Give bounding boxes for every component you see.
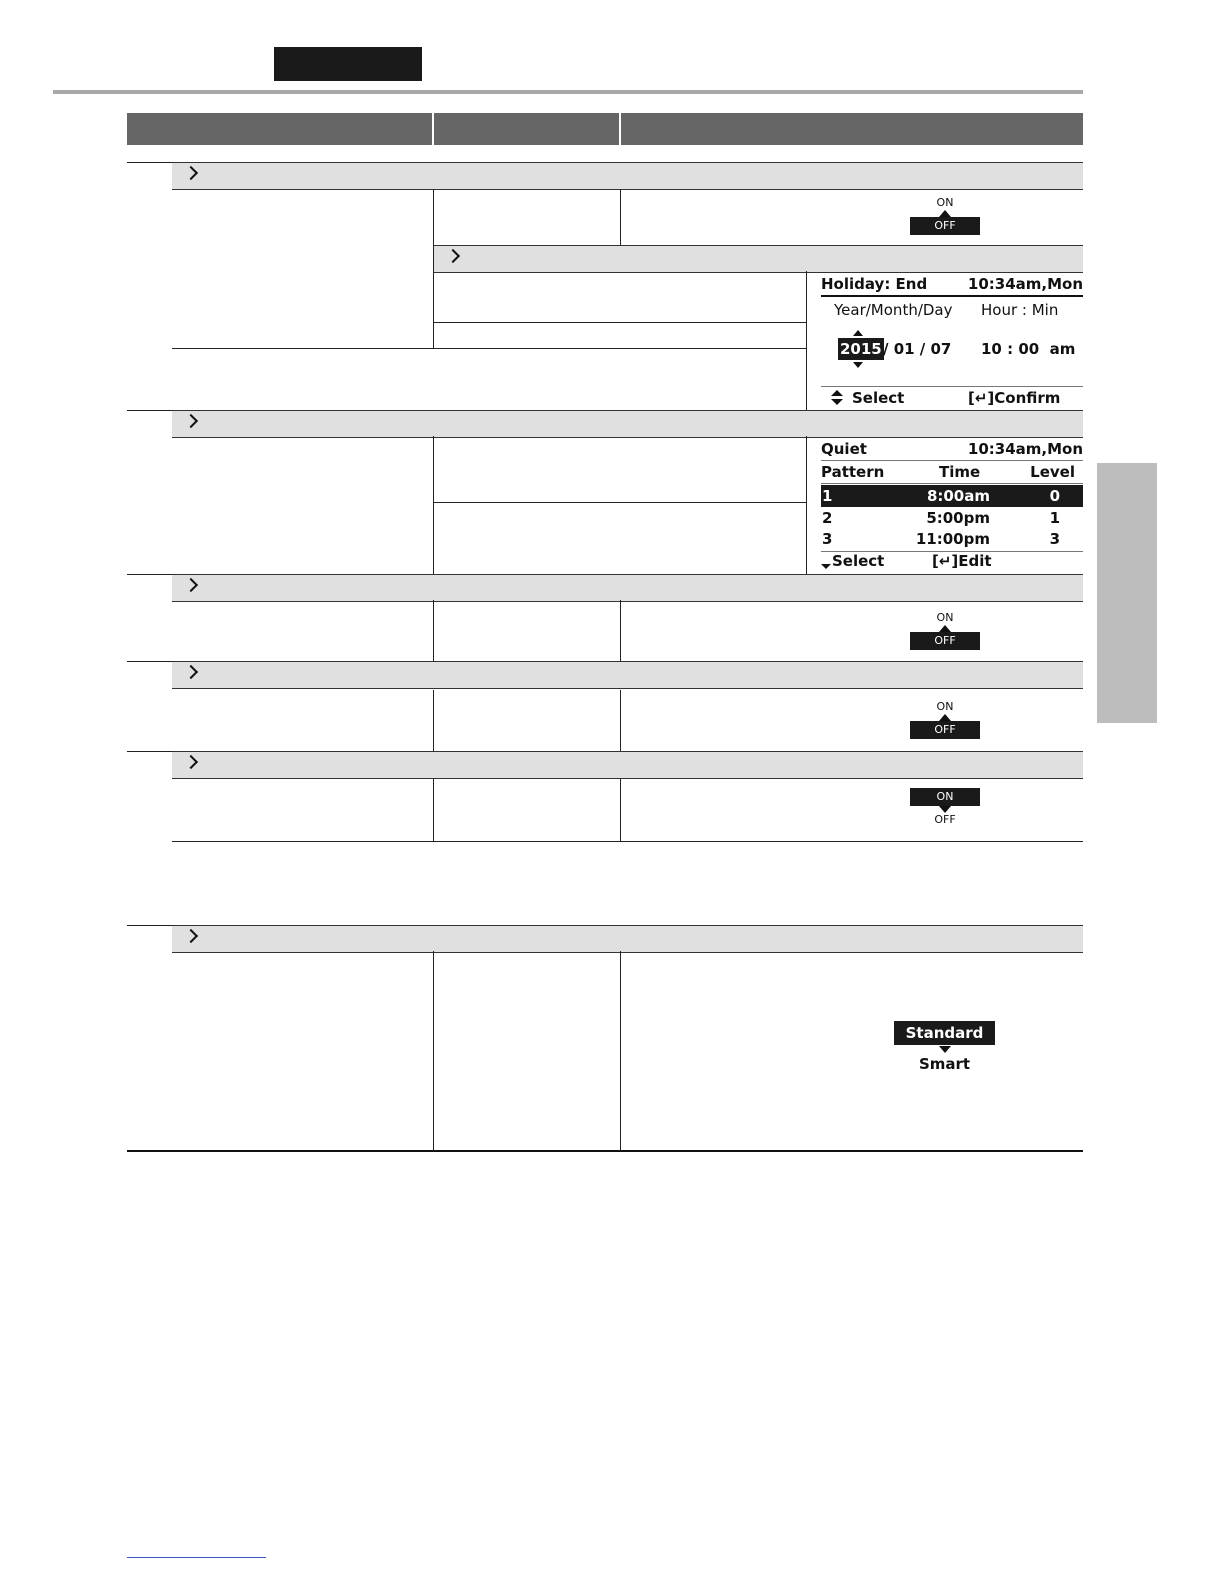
col-divider bbox=[620, 690, 621, 751]
chevron-right-icon bbox=[184, 665, 198, 679]
section-row-4 bbox=[172, 661, 1083, 689]
col-divider bbox=[433, 779, 434, 841]
level-cell: 0 bbox=[1049, 487, 1060, 505]
screen-rule bbox=[821, 295, 1083, 297]
row-divider bbox=[172, 841, 1083, 842]
col-divider bbox=[620, 189, 621, 245]
year-field[interactable]: 2015 bbox=[840, 340, 882, 358]
chevron-right-icon bbox=[446, 249, 460, 263]
time-cell: 8:00am bbox=[926, 487, 990, 505]
screen-title: Quiet bbox=[821, 440, 867, 458]
arrow-up-icon bbox=[939, 210, 951, 217]
confirm-hint: [↵]Confirm bbox=[968, 389, 1061, 407]
sub-section-row bbox=[434, 245, 1083, 273]
section-divider bbox=[127, 162, 173, 163]
clock-field[interactable]: 10 : 00 am bbox=[981, 340, 1076, 358]
time-header: Time bbox=[939, 463, 981, 481]
section-divider bbox=[127, 661, 173, 662]
chevron-right-icon bbox=[184, 166, 198, 180]
screen-title: Holiday: End bbox=[821, 275, 928, 293]
table-row[interactable] bbox=[821, 528, 1083, 550]
arrow-down-icon bbox=[821, 564, 831, 569]
arrow-up-icon bbox=[939, 625, 951, 632]
level-cell: 3 bbox=[1049, 530, 1060, 548]
time-header: Hour : Min bbox=[981, 301, 1059, 319]
table-header bbox=[127, 113, 1083, 145]
toggle-on-label: ON bbox=[936, 196, 954, 209]
toggle-on-label: ON bbox=[910, 788, 980, 806]
date-header: Year/Month/Day bbox=[834, 301, 953, 319]
toggle-off-label: OFF bbox=[910, 721, 980, 739]
table-header-divider bbox=[619, 113, 621, 145]
row-divider bbox=[434, 322, 806, 323]
holiday-screen bbox=[821, 273, 1083, 409]
arrow-down-icon bbox=[939, 1046, 951, 1053]
arrow-up-icon bbox=[853, 330, 863, 336]
header-tab bbox=[274, 47, 422, 81]
section-divider bbox=[127, 751, 173, 752]
col-divider bbox=[620, 779, 621, 841]
select-hint: Select bbox=[852, 389, 905, 407]
toggle-off-label: OFF bbox=[934, 813, 956, 826]
level-header: Level bbox=[1030, 463, 1075, 481]
level-cell: 1 bbox=[1049, 509, 1060, 527]
section-row-3 bbox=[172, 574, 1083, 602]
chevron-right-icon bbox=[184, 755, 198, 769]
chevron-right-icon bbox=[184, 578, 198, 592]
arrow-up-icon bbox=[939, 714, 951, 721]
toggle-on-label: ON bbox=[936, 700, 954, 713]
mode-selector[interactable] bbox=[894, 1021, 995, 1075]
time-cell: 5:00pm bbox=[926, 509, 990, 527]
toggle-on-off-3[interactable] bbox=[910, 700, 980, 739]
pattern-cell: 1 bbox=[822, 487, 833, 505]
col-divider bbox=[806, 271, 807, 410]
mode-selected: Standard bbox=[894, 1021, 995, 1045]
col-divider bbox=[433, 436, 434, 574]
chevron-right-icon bbox=[184, 414, 198, 428]
toggle-off-label: OFF bbox=[910, 632, 980, 650]
arrow-down-icon bbox=[853, 362, 863, 368]
edit-hint: [↵]Edit bbox=[932, 552, 992, 570]
header-rule bbox=[53, 90, 1083, 94]
section-divider bbox=[127, 410, 173, 411]
toggle-on-off-2[interactable] bbox=[910, 611, 980, 650]
col-divider bbox=[433, 951, 434, 1150]
pattern-cell: 3 bbox=[822, 530, 833, 548]
footer-link[interactable] bbox=[127, 1557, 266, 1558]
col-divider bbox=[433, 690, 434, 751]
section-row-2 bbox=[172, 410, 1083, 438]
arrow-down-icon bbox=[939, 806, 951, 813]
table-row[interactable] bbox=[821, 507, 1083, 529]
screen-rule bbox=[821, 483, 1083, 484]
section-divider bbox=[127, 925, 173, 926]
up-down-arrow-icon bbox=[831, 390, 843, 406]
mode-other: Smart bbox=[918, 1055, 971, 1073]
table-bottom-rule bbox=[127, 1150, 1083, 1152]
quiet-screen bbox=[821, 438, 1083, 574]
screen-clock: 10:34am,Mon bbox=[967, 275, 1083, 293]
row-divider bbox=[172, 348, 806, 349]
col-divider bbox=[433, 600, 434, 661]
section-divider bbox=[127, 574, 173, 575]
side-tab bbox=[1097, 463, 1157, 723]
table-header-divider bbox=[432, 113, 434, 145]
row-divider bbox=[434, 502, 806, 503]
select-hint: Select bbox=[832, 552, 885, 570]
pattern-header: Pattern bbox=[821, 463, 885, 481]
toggle-on-off-4[interactable] bbox=[910, 788, 980, 827]
chevron-right-icon bbox=[184, 929, 198, 943]
col-divider bbox=[620, 600, 621, 661]
screen-clock: 10:34am,Mon bbox=[967, 440, 1083, 458]
toggle-off-label: OFF bbox=[910, 217, 980, 235]
toggle-on-off-1[interactable] bbox=[910, 196, 980, 235]
toggle-on-label: ON bbox=[936, 611, 954, 624]
section-row-6 bbox=[172, 925, 1083, 953]
col-divider bbox=[620, 951, 621, 1150]
section-row-1 bbox=[172, 162, 1083, 190]
time-cell: 11:00pm bbox=[915, 530, 990, 548]
table-row[interactable] bbox=[821, 485, 1083, 507]
col-divider bbox=[806, 436, 807, 574]
pattern-cell: 2 bbox=[822, 509, 833, 527]
month-day-field[interactable]: / 01 / 07 bbox=[883, 340, 952, 358]
section-row-5 bbox=[172, 751, 1083, 779]
